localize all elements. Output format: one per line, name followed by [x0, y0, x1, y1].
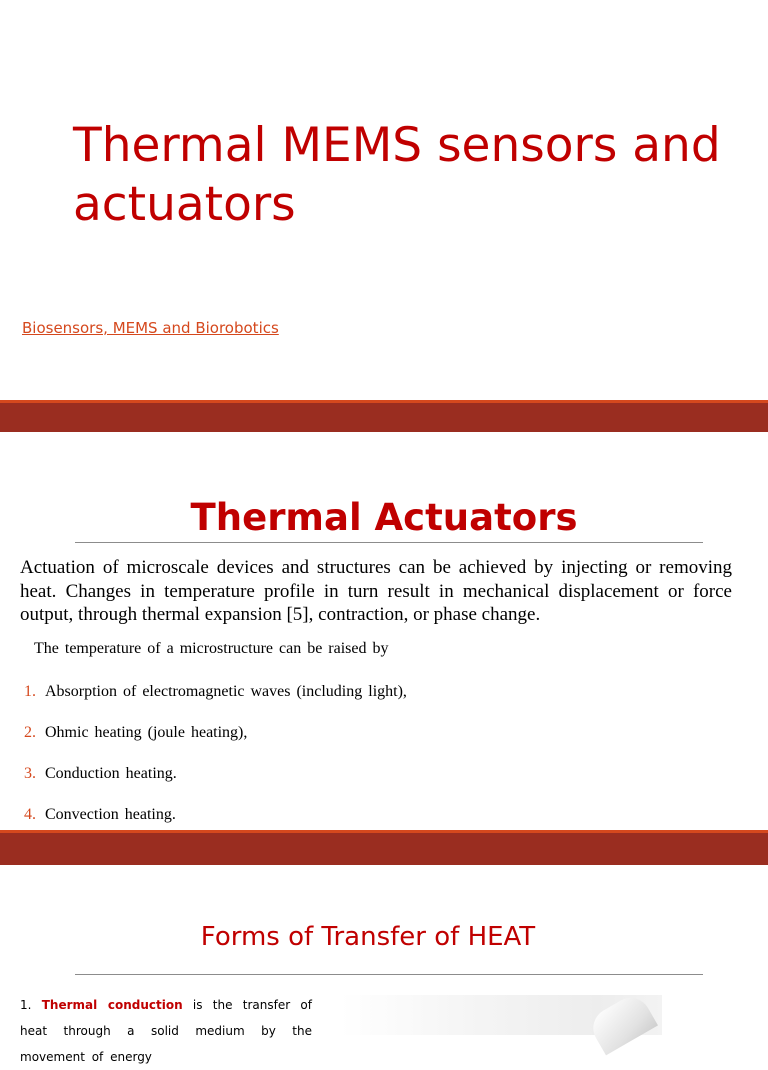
title-divider — [75, 974, 703, 975]
separator-accent-line — [0, 830, 768, 833]
slide-title: Forms of Transfer of HEAT — [200, 922, 536, 952]
list-item-text: Ohmic heating (joule heating), — [45, 724, 248, 741]
list-lead-text: The temperature of a microstructure can be raised by — [34, 640, 389, 657]
conduction-paragraph — [20, 992, 312, 1070]
title-divider — [75, 542, 703, 543]
slide-separator — [0, 830, 768, 865]
list-item-text: Convection heating. — [45, 806, 176, 823]
list-item-number: 4. — [24, 806, 36, 823]
list-item-number: 3. — [24, 765, 36, 782]
list-item-text: Conduction heating. — [45, 765, 177, 782]
course-link[interactable]: Biosensors, MEMS and Biorobotics — [22, 319, 279, 337]
title-slide — [0, 0, 768, 400]
heat-transfer-figure — [340, 995, 662, 1035]
list-item-text: Absorption of electromagnetic waves (including light), — [45, 683, 407, 700]
heat-transfer-slide — [0, 865, 768, 1064]
item-number: 1. — [20, 998, 32, 1012]
slide-separator — [0, 400, 768, 432]
highlight-term: Thermal conduction — [41, 998, 183, 1012]
figure-object — [586, 991, 658, 1056]
separator-accent-line — [0, 400, 768, 403]
list-item-number: 2. — [24, 724, 36, 741]
list-item-number: 1. — [24, 683, 36, 700]
thermal-actuators-slide — [0, 432, 768, 830]
intro-paragraph: Actuation of microscale devices and structures can be achieved by injecting or removing heat. Changes in temperature profile in turn result in mechanical displacement or force output, through thermal expansion [5], contraction, or phase change. — [20, 557, 732, 625]
presentation-title: Thermal MEMS sensors and actuators — [73, 118, 721, 232]
slide-title: Thermal Actuators — [190, 496, 578, 539]
paragraph-text: is the transfer of heat through a solid medium by the movement of energy — [20, 998, 312, 1064]
